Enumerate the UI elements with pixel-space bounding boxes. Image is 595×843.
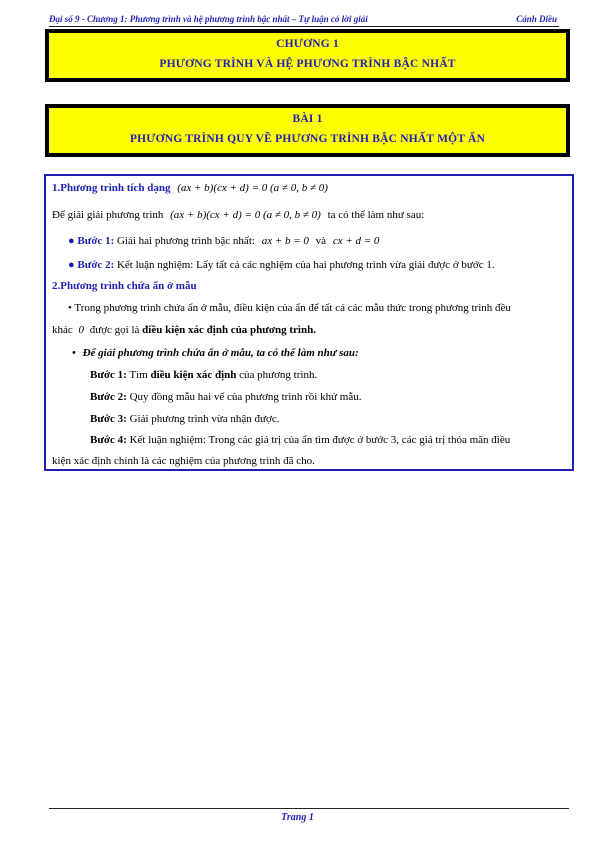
section2-step4-text: Kết luận nghiệm: Trong các giá trị của ẩn tìm được ở bước 3, các giá trị thỏa mãn điều xyxy=(129,434,511,446)
footer-divider xyxy=(49,808,569,809)
section1-step1-eq2: cx + d = 0 xyxy=(332,235,380,247)
lesson-banner xyxy=(45,104,570,157)
section2-step1-b: của phương trình. xyxy=(239,369,318,381)
chapter-title: PHƯƠNG TRÌNH VÀ HỆ PHƯƠNG TRÌNH BẬC NHẤT xyxy=(159,58,456,70)
section2-step3-text: Giải phương trình vừa nhận được. xyxy=(129,413,280,425)
section2-step2-text: Quy đồng mẫu hai vế của phương trình rồi khử mẫu. xyxy=(129,391,362,403)
section1-step2-label: Bước 2: xyxy=(77,259,115,271)
bullet-icon: • xyxy=(72,347,76,359)
section2-step2-label: Bước 2: xyxy=(90,391,127,403)
section1-step1-label: Bước 1: xyxy=(77,235,115,247)
section2-para-bold: điều kiện xác định của phương trình. xyxy=(142,324,316,336)
chapter-number: CHƯƠNG 1 xyxy=(276,38,339,50)
section1-step1-eq1: ax + b = 0 xyxy=(261,235,309,247)
theory-box xyxy=(44,174,574,471)
section1-step1-and: và xyxy=(315,235,327,247)
bullet-icon: ● xyxy=(68,235,75,247)
section2-title: 2.Phương trình chứa ẩn ở mẫu xyxy=(52,280,197,292)
section2-step2 xyxy=(90,391,572,403)
section2-step3 xyxy=(90,413,572,425)
section2-step4 xyxy=(90,434,572,446)
section2-step4-label: Bước 4: xyxy=(90,434,127,446)
header-publisher: Cánh Diều xyxy=(516,14,557,24)
section2-step1 xyxy=(90,369,572,381)
section1-intro-b: ta có thể làm như sau: xyxy=(327,209,425,221)
section2-method xyxy=(72,347,572,359)
section2-step4-cont: kiện xác định chính là các nghiệm của phương trình đã cho. xyxy=(52,455,315,467)
page-number: Trang 1 xyxy=(281,812,314,823)
section1-title: 1.Phương trình tích dạng xyxy=(52,182,171,194)
section1-step1 xyxy=(68,235,572,247)
bullet-icon: • xyxy=(68,302,72,314)
section2-step3-label: Bước 3: xyxy=(90,413,127,425)
section1-intro xyxy=(52,209,572,221)
header-title: Đại số 9 - Chương 1: Phương trình và hệ phương trình bậc nhất – Tự luận có lời giải xyxy=(49,14,368,24)
lesson-title: PHƯƠNG TRÌNH QUY VỀ PHƯƠNG TRÌNH BẬC NHẤT MỘT ẨN xyxy=(129,133,486,145)
section2-para-b1: khác xyxy=(52,324,73,336)
section2-heading xyxy=(52,280,572,292)
section1-title-formula: (ax + b)(cx + d) = 0 (a ≠ 0, b ≠ 0) xyxy=(177,182,328,194)
section1-intro-a: Để giải giải phương trình xyxy=(52,209,164,221)
section1-intro-formula: (ax + b)(cx + d) = 0 (a ≠ 0, b ≠ 0) xyxy=(170,209,321,221)
section1-heading xyxy=(52,182,572,194)
section2-method-text: Để giải phương trình chứa ẩn ở mẫu, ta có thể làm như sau: xyxy=(82,347,359,359)
section2-para-b2: được gọi là xyxy=(89,324,140,336)
section1-step2-text: Kết luận nghiệm: Lấy tất cả các nghiệm của hai phương trình vừa giải được ở bước 1. xyxy=(116,259,495,271)
section2-para-zero: 0 xyxy=(78,324,85,336)
section2-step1-label: Bước 1: xyxy=(90,369,127,381)
section1-step2 xyxy=(68,259,572,271)
lesson-number: BÀI 1 xyxy=(292,113,323,125)
section2-paragraph-line1 xyxy=(68,302,572,314)
chapter-banner xyxy=(45,29,570,82)
page-header xyxy=(49,12,559,27)
section2-step4-continued xyxy=(52,455,572,467)
bullet-icon: ● xyxy=(68,259,75,271)
section2-paragraph-line2 xyxy=(52,324,572,336)
section2-para-a: Trong phương trình chứa ẩn ở mẫu, điều kiện của ẩn để tất cả các mẫu thức trong phương trình đều xyxy=(74,302,511,314)
section2-step1-a: Tìm xyxy=(129,369,148,381)
section2-step1-bold: điều kiện xác định xyxy=(150,369,237,381)
section1-step1-text: Giải hai phương trình bậc nhất: xyxy=(116,235,255,247)
